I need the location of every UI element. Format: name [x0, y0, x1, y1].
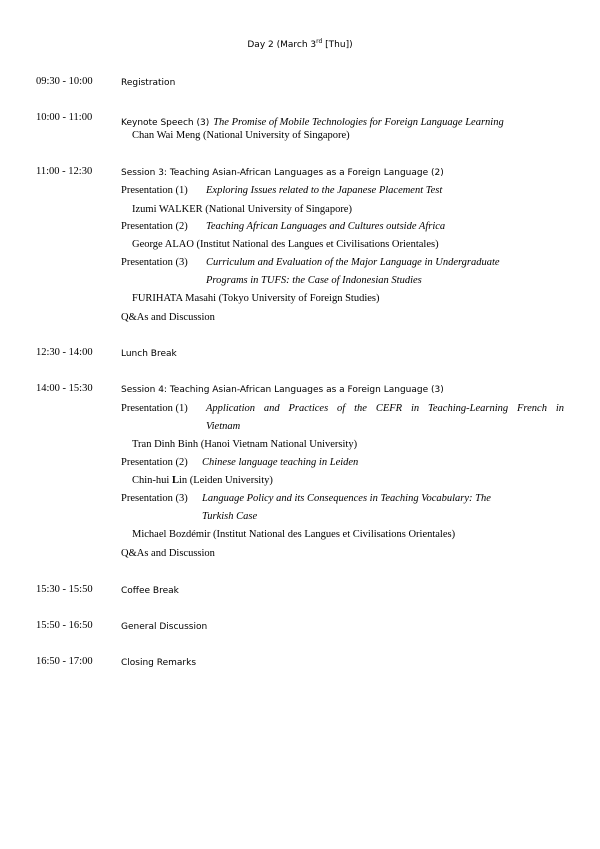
session4-p3-speaker: Michael Bozdémir (Institut National des Langues et Civilisations Orientales)	[132, 529, 456, 540]
session4-p2-label: Presentation (2)	[121, 457, 188, 468]
closing-time: 16:50 - 17:00	[36, 656, 93, 667]
session4-p3-label: Presentation (3)	[121, 493, 188, 504]
lunch-label: Lunch Break	[121, 349, 177, 359]
closing-label: Closing Remarks	[121, 658, 197, 668]
general-label: General Discussion	[121, 622, 208, 632]
session3-p1-label: Presentation (1)	[121, 185, 188, 196]
keynote-line	[121, 112, 504, 130]
session4-p2-title: Chinese language teaching in Leiden	[202, 457, 359, 468]
session4-p1-title-line1: Application and Practices of the CEFR in Teaching-Learning French in	[206, 403, 564, 414]
session3-heading: Session 3: Teaching Asian-African Languages as a Foreign Language (2)	[121, 168, 444, 178]
registration-time: 09:30 - 10:00	[36, 76, 93, 87]
session4-p1-title-line2: Vietnam	[206, 421, 241, 432]
session3-p3-speaker: FURIHATA Masahi (Tokyo University of Foreign Studies)	[132, 293, 380, 304]
keynote-title: The Promise of Mobile Technologies for Foreign Language Learning	[213, 117, 504, 128]
lunch-time: 12:30 - 14:00	[36, 347, 93, 358]
session4-time: 14:00 - 15:30	[36, 383, 93, 394]
session3-p2-title: Teaching African Languages and Cultures outside Africa	[206, 221, 446, 232]
session3-p2-label: Presentation (2)	[121, 221, 188, 232]
session4-p1-speaker: Tran Dinh Binh (Hanoi Vietnam National University)	[132, 439, 358, 450]
session4-p3-title-line1: Language Policy and its Consequences in Teaching Vocabulary: The	[202, 493, 491, 504]
session3-p2-speaker: George ALAO (Institut National des Langues et Civilisations Orientales)	[132, 239, 439, 250]
session3-p3-label: Presentation (3)	[121, 257, 188, 268]
session3-qa: Q&As and Discussion	[121, 312, 215, 323]
session3-p1-speaker: Izumi WALKER (National University of Singapore)	[132, 204, 352, 215]
keynote-time: 10:00 - 11:00	[36, 112, 93, 123]
session4-p1-label: Presentation (1)	[121, 403, 188, 414]
session4-p3-title-line2: Turkish Case	[202, 511, 258, 522]
session3-p3-title-line1: Curriculum and Evaluation of the Major Language in Undergraduate	[206, 257, 500, 268]
coffee-label: Coffee Break	[121, 586, 179, 596]
coffee-time: 15:30 - 15:50	[36, 584, 93, 595]
session3-time: 11:00 - 12:30	[36, 166, 93, 177]
page-title: Day 2 (March 3rd [Thu])	[247, 38, 353, 50]
session4-heading: Session 4: Teaching Asian-African Languages as a Foreign Language (3)	[121, 385, 444, 395]
session4-p2-speaker: Chin-hui Lin (Leiden University)	[132, 475, 273, 486]
keynote-speaker: Chan Wai Meng (National University of Singapore)	[132, 130, 350, 141]
session3-p3-title-line2: Programs in TUFS: the Case of Indonesian Studies	[206, 275, 422, 286]
session4-qa: Q&As and Discussion	[121, 548, 215, 559]
session3-p1-title: Exploring Issues related to the Japanese Placement Test	[206, 185, 443, 196]
registration-label: Registration	[121, 78, 176, 88]
general-time: 15:50 - 16:50	[36, 620, 93, 631]
keynote-label: Keynote Speech (3)	[121, 118, 210, 128]
